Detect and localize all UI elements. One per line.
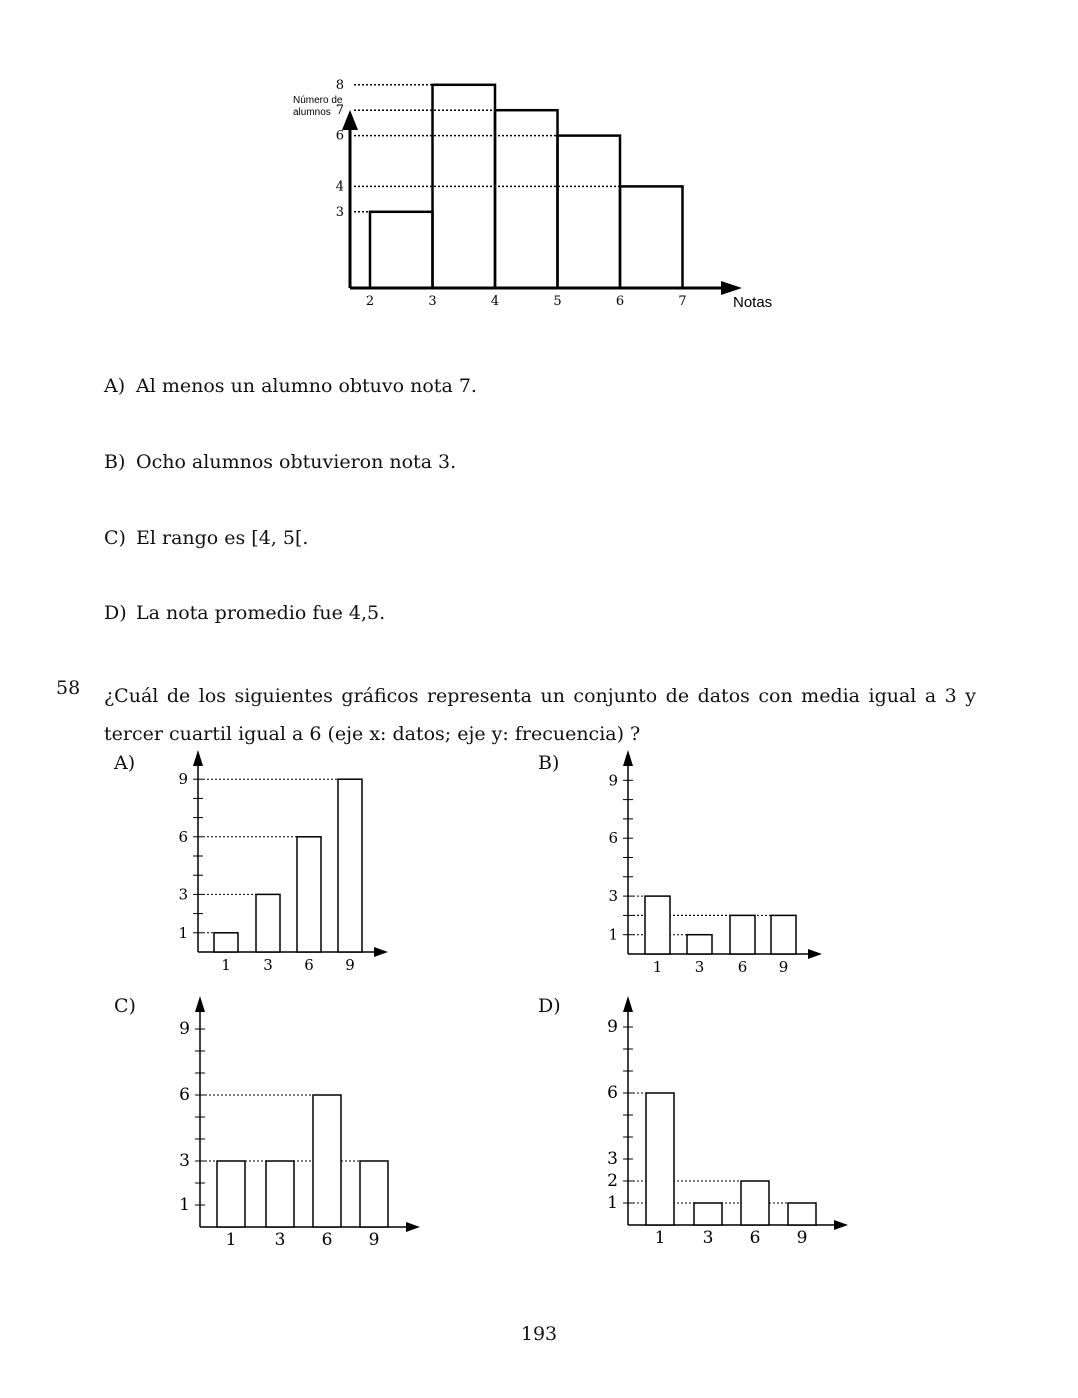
x-axis-arrow-icon: [374, 947, 388, 957]
frequency-bar: [214, 933, 238, 952]
frequency-bar: [338, 779, 362, 952]
y-tick-label: 2: [607, 1171, 618, 1191]
x-tick-label: 9: [345, 956, 355, 974]
y-axis-arrow-icon: [193, 750, 203, 766]
x-tick-label: 7: [678, 294, 687, 309]
grades-histogram: [280, 77, 800, 328]
x-tick-label: 3: [702, 1228, 714, 1248]
y-axis-arrow-icon: [623, 750, 633, 766]
histogram-bar: [370, 212, 433, 288]
y-tick-label: 6: [335, 128, 344, 144]
x-tick-label: 3: [694, 958, 705, 976]
x-axis-arrow-icon: [721, 281, 742, 295]
x-tick-label: 1: [221, 956, 231, 974]
x-axis-label: Notas: [733, 294, 773, 311]
frequency-bar: [645, 896, 670, 954]
y-tick-label: 6: [178, 827, 188, 846]
frequency-bar: [297, 837, 321, 952]
y-tick-label: 1: [608, 925, 618, 944]
y-tick-label: 3: [179, 1151, 190, 1171]
y-tick-label: 6: [607, 1083, 618, 1103]
frequency-bar: [266, 1161, 294, 1227]
option-letter: C): [104, 527, 126, 549]
frequency-bar: [788, 1203, 816, 1225]
option-letter: A): [104, 375, 126, 397]
histogram-bar: [558, 136, 621, 288]
x-tick-label: 3: [263, 956, 273, 974]
x-tick-label: 2: [365, 294, 375, 309]
y-tick-label: 3: [335, 204, 344, 220]
y-axis-arrow-icon: [342, 110, 358, 130]
y-axis-label-line2: alumnos: [293, 107, 331, 118]
frequency-bar: [771, 915, 796, 954]
x-tick-label: 6: [304, 956, 314, 974]
y-tick-label: 4: [335, 179, 344, 195]
x-tick-label: 1: [654, 1228, 666, 1248]
option-d[interactable]: [104, 602, 385, 624]
y-tick-label: 1: [607, 1193, 618, 1213]
option-a-letter[interactable]: A): [114, 752, 136, 774]
x-tick-label: 3: [274, 1230, 286, 1250]
y-axis-arrow-icon: [623, 996, 633, 1012]
chart-option-a: [160, 742, 410, 977]
frequency-bar: [730, 915, 755, 954]
page-number: 193: [520, 1323, 558, 1345]
y-tick-label: 9: [607, 1017, 618, 1037]
y-tick-label: 6: [608, 829, 618, 848]
option-text: Al menos un alumno obtuvo nota 7.: [136, 375, 477, 397]
y-tick-label: 9: [178, 770, 188, 789]
y-tick-label: 8: [335, 77, 344, 93]
y-tick-label: 1: [178, 923, 188, 942]
histogram-bar: [620, 186, 683, 288]
chart-option-b: [590, 742, 840, 977]
option-text: El rango es [4, 5[.: [136, 527, 309, 549]
x-tick-label: 9: [368, 1230, 380, 1250]
histogram-bar: [495, 110, 558, 288]
x-axis-arrow-icon: [808, 949, 822, 959]
y-tick-label: 9: [608, 771, 618, 790]
frequency-bar: [694, 1203, 722, 1225]
x-tick-label: 6: [737, 958, 748, 976]
x-tick-label: 6: [615, 294, 625, 309]
option-d-letter[interactable]: D): [538, 995, 561, 1017]
x-tick-label: 9: [778, 958, 789, 976]
frequency-bar: [646, 1093, 674, 1225]
option-text: Ocho alumnos obtuvieron nota 3.: [136, 451, 457, 473]
y-tick-label: 3: [607, 1149, 618, 1169]
y-tick-label: 7: [335, 103, 344, 119]
chart-option-d: [590, 988, 860, 1258]
option-b[interactable]: [104, 451, 456, 473]
option-letter: B): [104, 451, 126, 473]
option-c-letter[interactable]: C): [114, 995, 136, 1017]
frequency-bar: [217, 1161, 245, 1227]
x-axis-arrow-icon: [834, 1220, 848, 1230]
frequency-bar: [741, 1181, 769, 1225]
option-text: La nota promedio fue 4,5.: [136, 602, 386, 624]
x-tick-label: 1: [225, 1230, 237, 1250]
x-tick-label: 9: [796, 1228, 808, 1248]
y-tick-label: 9: [179, 1019, 190, 1039]
frequency-bar: [313, 1095, 341, 1227]
frequency-bar: [256, 894, 280, 952]
y-axis-label-line1: Número de: [293, 95, 343, 106]
y-tick-label: 1: [179, 1195, 190, 1215]
y-tick-label: 6: [179, 1085, 190, 1105]
frequency-bar: [687, 935, 712, 954]
x-axis-arrow-icon: [406, 1222, 420, 1232]
x-tick-label: 3: [428, 294, 437, 309]
option-c[interactable]: [104, 527, 308, 549]
y-tick-label: 3: [178, 885, 188, 904]
x-tick-label: 6: [749, 1228, 761, 1248]
x-tick-label: 1: [652, 958, 663, 976]
x-tick-label: 5: [553, 294, 562, 309]
option-letter: D): [104, 602, 127, 624]
question-text: ¿Cuál de los siguientes gráficos representa un conjunto de datos con media igual a 3 y tercer cuartil igual a 6 (eje x: datos; eje y: frecuencia) ?: [104, 685, 976, 745]
y-tick-label: 3: [608, 887, 618, 906]
chart-option-c: [160, 988, 430, 1258]
option-a[interactable]: [104, 375, 477, 397]
option-b-letter[interactable]: B): [538, 752, 560, 774]
x-tick-label: 4: [490, 294, 500, 309]
question-number: 58: [56, 677, 81, 699]
y-axis-arrow-icon: [195, 996, 205, 1012]
x-tick-label: 6: [321, 1230, 333, 1250]
frequency-bar: [360, 1161, 388, 1227]
